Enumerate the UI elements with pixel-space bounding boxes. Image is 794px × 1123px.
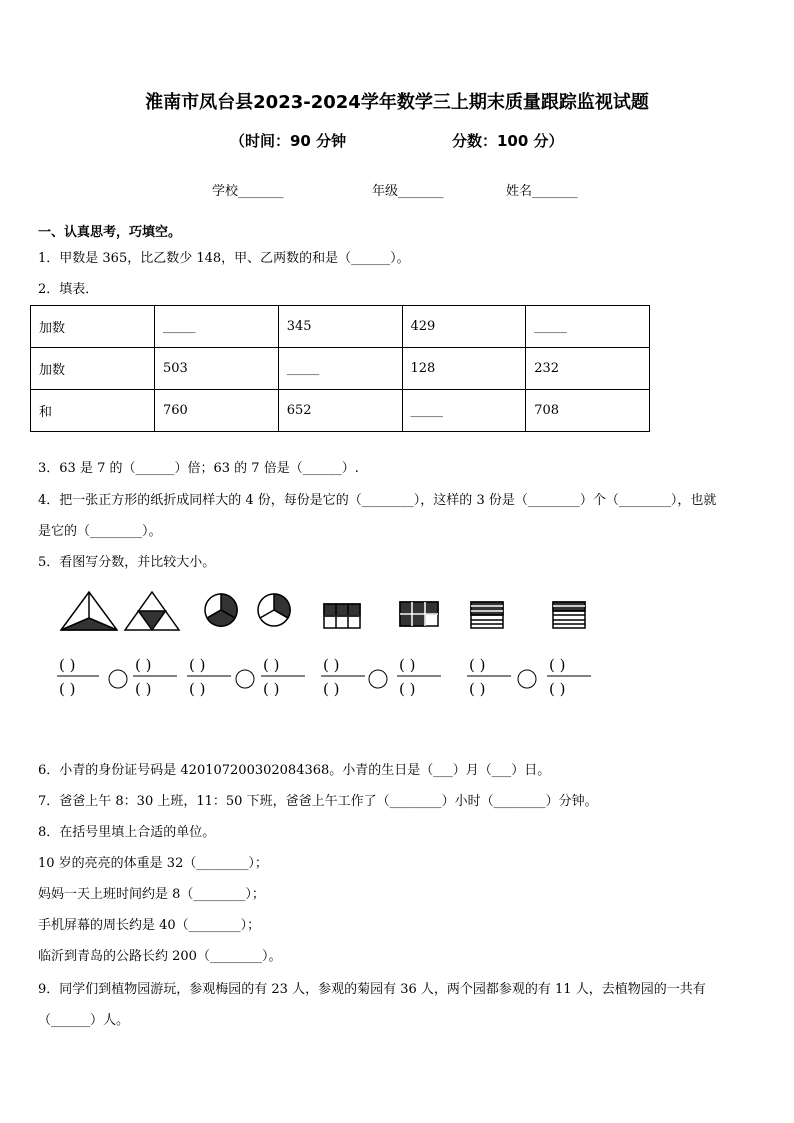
- svg-text:( ): ( ): [59, 680, 76, 698]
- table-cell: _____: [526, 306, 650, 348]
- question-9: 9．同学们到植物园游玩，参观梅园的有 23 人，参观的菊园有 36 人，两个园都参观的有 11 人，去植物园的一共有: [38, 982, 706, 997]
- question-6: 6．小青的身份证号码是 420107200302084368。小青的生日是（___）月（___）日。: [38, 763, 551, 778]
- table-cell: 708: [526, 390, 650, 432]
- fraction-blank: [321, 656, 365, 698]
- table-cell: 加数: [31, 306, 155, 348]
- svg-text:( ): ( ): [469, 680, 486, 698]
- svg-text:( ): ( ): [189, 680, 206, 698]
- compare-circle: [109, 670, 127, 688]
- svg-text:( ): ( ): [549, 656, 566, 674]
- question-8a: 10 岁的亮亮的体重是 32（________）；: [38, 856, 268, 871]
- fraction-blank: [261, 656, 305, 698]
- fraction-blank: [547, 656, 591, 698]
- question-5: 5．看图写分数，并比较大小。: [38, 555, 216, 570]
- compare-circle: [518, 670, 536, 688]
- name-field: 姓名_______: [506, 184, 578, 199]
- compare-circle: [369, 670, 387, 688]
- svg-text:( ): ( ): [469, 656, 486, 674]
- svg-text:( ): ( ): [549, 680, 566, 698]
- question-1: 1．甲数是 365，比乙数少 148，甲、乙两数的和是（______）。: [38, 251, 410, 266]
- question-4-cont: 是它的（________）。: [38, 524, 162, 539]
- svg-text:( ): ( ): [399, 680, 416, 698]
- page-title: 淮南市凤台县2023-2024学年数学三上期末质量跟踪监视试题: [145, 92, 649, 113]
- table-cell: _____: [402, 390, 526, 432]
- question-2: 2．填表．: [38, 282, 99, 297]
- svg-text:( ): ( ): [135, 680, 152, 698]
- fraction-blank: [187, 656, 231, 698]
- svg-text:( ): ( ): [323, 680, 340, 698]
- fraction-figures: [55, 590, 615, 710]
- svg-text:( ): ( ): [323, 656, 340, 674]
- fraction-blank: [467, 656, 511, 698]
- table-cell: _____: [155, 306, 279, 348]
- exam-score: 分数：100 分）: [452, 132, 564, 150]
- grade-field: 年级_______: [372, 184, 444, 199]
- question-8: 8．在括号里填上合适的单位。: [38, 825, 216, 840]
- school-field: 学校_______: [212, 184, 284, 199]
- table-row: [31, 390, 650, 432]
- svg-text:( ): ( ): [263, 656, 280, 674]
- question-8b: 妈妈一天上班时间约是 8（________）；: [38, 887, 265, 902]
- table-cell: 429: [402, 306, 526, 348]
- table-cell: 和: [31, 390, 155, 432]
- table-cell: 345: [278, 306, 402, 348]
- fill-table: [30, 305, 650, 432]
- compare-circle: [236, 670, 254, 688]
- question-7: 7．爸爸上午 8：30 上班，11：50 下班，爸爸上午工作了（________）小时（________）分钟。: [38, 794, 598, 809]
- table-cell: 503: [155, 348, 279, 390]
- table-cell: 加数: [31, 348, 155, 390]
- question-4: 4．把一张正方形的纸折成同样大的 4 份，每份是它的（________），这样的 3 份是（________）个（________），也就: [38, 493, 717, 508]
- svg-text:( ): ( ): [399, 656, 416, 674]
- svg-text:( ): ( ): [189, 656, 206, 674]
- table-row: [31, 348, 650, 390]
- fraction-blank: [133, 656, 177, 698]
- svg-text:( ): ( ): [135, 656, 152, 674]
- svg-text:( ): ( ): [59, 656, 76, 674]
- exam-time: （时间：90 分钟: [230, 132, 347, 150]
- table-row: [31, 306, 650, 348]
- question-8c: 手机屏幕的周长约是 40（________）；: [38, 918, 261, 933]
- section-heading: 一、认真思考，巧填空。: [38, 225, 182, 240]
- svg-text:( ): ( ): [263, 680, 280, 698]
- fraction-blank: [397, 656, 441, 698]
- question-3: 3．63 是 7 的（______）倍；63 的 7 倍是（______）.: [38, 461, 359, 476]
- question-8d: 临沂到青岛的公路长约 200（________）。: [38, 949, 282, 964]
- table-cell: 760: [155, 390, 279, 432]
- table-cell: 652: [278, 390, 402, 432]
- table-cell: _____: [278, 348, 402, 390]
- fraction-blank: [57, 656, 99, 698]
- table-cell: 232: [526, 348, 650, 390]
- question-9-cont: （______）人。: [38, 1013, 130, 1028]
- table-cell: 128: [402, 348, 526, 390]
